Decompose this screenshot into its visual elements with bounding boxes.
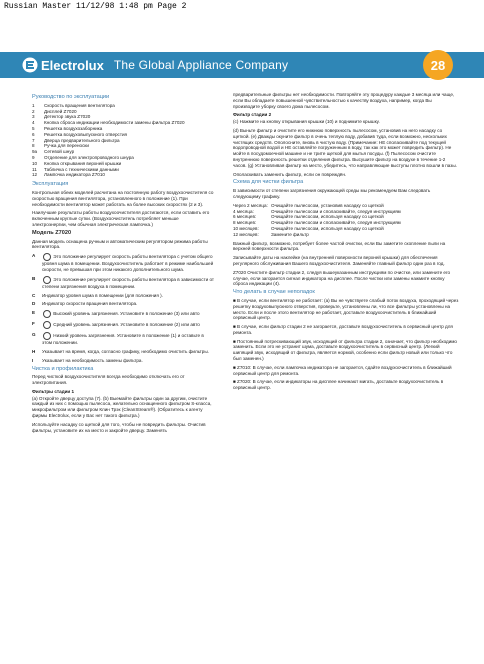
troubleshooting-item: ■ В случае, если вентилятор не работает: (а) Вы не чувствуете слабый поток воздуха, проходящий через решетку воздуховыпускного отверстия, проверьте, установлены ли, что все фильтры установлены на место. Если и после этого вентилятор не работает, доставьте воздухоочиститель в ближайший сервисный центр.	[233, 297, 459, 321]
indicator-item: B Это положение регулирует скорость работы вентилятора в зависимости от степени загрязнения воздуха в помещении.	[32, 275, 215, 289]
page-number-badge: 28	[423, 50, 453, 80]
table-row: Через 2 месяца: Очищайте пылесосом, установив насадку со щеткой	[233, 202, 384, 208]
filter2-paragraph: (d) Выньте фильтр и очистите его нижнюю поверхность пылесосом, установив на него насадку со щеткой. (e) Дважды окуните фильтр в очень теплую воду, добавив туда, если возможно, нескольких чистящих средств. Ополосните, вновь в чистую воду. (Примечание: НЕ споласкивайте под текущей водопроводной водой и НЕ оставляйте погруженным в воду, так как это может повредить фильтр). Не мойте в посудомоечной машине и не трите щеткой для мытья посуды. (f) Пылесосом очистите внутреннюю поверхность решетки отделения фильтра. Высушите фильтр на воздухе в течение 1-2 часов. (g) Установливая фильтр на место, убедитесь, что направляющие выступы плотно вошли в пазы.	[233, 127, 457, 168]
indicator-item: A Это положение регулирует скорость работы вентилятора с учетом общего уровня шума в помещении. Воздухоочиститель работает в режиме наибольшей скорости, не превышая при этом никакого дополнительного шума.	[32, 253, 214, 272]
filter1-heading: Фильтры стадии 1	[32, 388, 75, 394]
cleaning-paragraph: Перед чисткой воздухоочистителя всегда необходимо отключать его от электропитания.	[32, 374, 185, 386]
continued-paragraph: предварительные фильтры нет необходимости. Повторяйте эту процедуру каждые 3 месяца или чаще, если Вы обладаете повышенной чувствительностью к качеству воздуха, например, когда Вы производите уборку своего дома пылесосом.	[233, 92, 455, 109]
table-row: 10 месяцев: Очищайте пылесосом, используя насадку со щеткой	[233, 225, 384, 231]
list-item: 9 Отделение для электропроводного шнура	[32, 154, 134, 160]
list-item: 11 Табличка с техническими данными	[32, 166, 119, 172]
electrolux-logo-icon	[22, 57, 38, 73]
brand-logo	[22, 56, 288, 74]
list-item: 5 Решетка воздухозаборника	[32, 125, 103, 131]
troubleshooting-item: ■ В случае, если фильтр стадии 2 не загорается, доставьте воздухоочиститель в сервисный центр для ремонта.	[233, 324, 453, 335]
troubleshooting-item: ■ Постоянный потрескивающий звук, исходящий от фильтра стадии 2, означает, что фильтр необходимо заменить. Если это не устранит шума, доставьте воздухоочиститель в сервисный центр. (Легкий шипящий звук, исходящий от фильтра, является нормой, особенно если фильтр новый или только что был заменен.)	[233, 338, 457, 362]
schedule-note: Важный фильтр, возможно, потребует более частой очистки, если Вы заметите скопление пыли на верхней поверхности фильтра.	[233, 240, 446, 252]
manual-title: Руководство по эксплуатации	[32, 94, 110, 100]
schedule-heading: Схема для чистки фильтра	[233, 179, 304, 186]
indicator-item: E Высокий уровень загрязнения. Установите в положение (3) или авто	[32, 310, 200, 317]
table-row: 6 месяцев: Очищайте пылесосом, используя насадку со щеткой	[233, 214, 384, 220]
list-item: 7 Дверца предварительного фильтра	[32, 137, 120, 143]
right-column	[233, 92, 459, 394]
filter2-paragraph: Ополаскивать заменить фильтр, если он повреждён.	[233, 171, 347, 177]
indicator-item: C Индикатор уровня шума в помещении (для положения ).	[32, 292, 163, 298]
schedule-intro: В зависимости от степени загрязнения окружающей среды мы рекомендуем Вам следовать следующему графику.	[233, 188, 431, 199]
auto-pollution-icon	[43, 276, 51, 284]
schedule-table	[233, 203, 459, 238]
troubleshooting-item: ■ Z7020: В случае, если индикаторы на дисплее начинают мигать, доставьте воздухоочиститель в сервисный центр.	[233, 379, 444, 391]
crop-mark-text: Russian Master 11/12/98 1:48 pm Page 2	[4, 2, 187, 11]
cleaning-heading: Чистка и профилактика	[32, 365, 94, 372]
filter2-paragraph: (c) Нажмите на кнопку открывания крышки (10) и поднимите крышку.	[233, 119, 380, 125]
filter2-heading: Фильтр стадии 2	[233, 112, 272, 118]
filter1-paragraph: Используйте насадку со щеткой для того, чтобы не повредить фильтры. Очистив фильтры, установите их на место и закройте дверцу. Заменять	[32, 421, 206, 433]
operation-heading: Эксплуатация	[32, 181, 69, 188]
operation-paragraph: Контрольная обеих моделей расчитана на постоянную работу воздухоочистителя со скоростью вращения вентилятора, установленного в положение (1). При необходимости вентилятор может работать на более высоких скоростях (2 и 3).	[32, 189, 214, 207]
table-row: 4 месяца: Очищайте пылесосом и споласкивайте, следуя инструкциям	[233, 208, 401, 214]
troubleshooting-heading: Что делать в случае неполадок	[233, 289, 315, 296]
print-margin	[0, 0, 484, 16]
filter1-paragraph: (a) Откройте дверцу доступа (7). (b) Выемайте фильтры один за другим, очистите каждый из них с помощью пылесоса, желательно оснащенного фильтром S-класса, микрофильтром или фильтром Клин Трэк (CleanStream®). (Обратитесь к агенту фирмы Electrolux, если у Вас нет такого фильтра.)	[32, 395, 212, 419]
operation-paragraph: Наилучшие результаты работы воздухоочистителя достигаются, если оставить его включенным круглые сутки. (Воздухоочиститель потребляет меньше электроэнергии, чем обычная электрическая лампочка.)	[32, 210, 210, 227]
list-item: 10 Кнопка открывания верхней крышки	[32, 160, 122, 166]
list-item: 2 Дисплей Z7020	[32, 108, 77, 114]
troubleshooting-item: ■ Z7010: В случае, если лампочка индикатора не загорается, сдайте воздухоочиститель в ближайший сервисный центр для ремонта.	[233, 364, 452, 376]
face-low-icon	[43, 332, 51, 340]
list-item: 4 Кнопка сброса индикации необходимости замены фильтра Z7020	[32, 120, 185, 126]
indicator-item: H Указывает на время, когда, согласно графику, необходимо очистить фильтры.	[32, 348, 209, 354]
table-row: 8 месяцев: Очищайте пылесосом и споласкивайте, следуя инструкциям	[233, 220, 401, 226]
list-item: 9a Сетевой шнур	[32, 149, 75, 155]
brand-tagline: The Global Appliance Company	[113, 58, 289, 72]
auto-noise-icon	[43, 253, 51, 261]
indicator-item: G Низкий уровень загрязнения. Установите в положение (1) и оставьте в этом положении.	[32, 332, 204, 346]
list-item: 12 Лампочка индикатора Z7010	[32, 172, 105, 178]
schedule-note: Записывайте даты на наклейке (на внутренней поверхности верхней крышки) для обеспечения регулярного обслуживания Вашего воздухоочистителя. Заменяйте главный фильтр один раз в год.	[233, 255, 445, 266]
indicator-item: I Указывает на необходимость замены фильтра.	[32, 357, 143, 363]
list-item: 8 Ручка для переноски	[32, 143, 89, 149]
indicator-item: D Индикатор скорости вращения вентилятора.	[32, 301, 138, 307]
brand-name: Electrolux	[41, 57, 104, 73]
face-medium-icon	[43, 321, 51, 329]
model-paragraph: Данная модель оснащена ручным и автоматическим регулятором режима работы вентилятора.	[32, 238, 208, 250]
header-bar	[0, 52, 484, 78]
model-heading: Модель Z7020	[32, 229, 72, 236]
z7020-note: Z7020 Очистите фильтр стадии 2, следуя вышеуказанным инструкциям по очистке, или замените его случае, если загорается сигнал индикатора на дисплее. После чистки или замены нажмите кнопку сброса индикации (4).	[233, 269, 451, 287]
list-item: 1 Скорость вращения вентилятора	[32, 102, 115, 108]
list-item: 3 Детектор звука Z7020	[32, 114, 91, 120]
face-high-icon	[43, 310, 51, 318]
list-item: 6 Решетка воздуховыпускного отверстия	[32, 131, 128, 137]
table-row: 12 месяцев: Замените фильтр	[233, 231, 309, 237]
left-column	[32, 92, 214, 436]
indicator-item: F Средний уровень загрязнения. Установите в положение (2) или авто	[32, 321, 200, 328]
parts-list	[32, 103, 214, 178]
